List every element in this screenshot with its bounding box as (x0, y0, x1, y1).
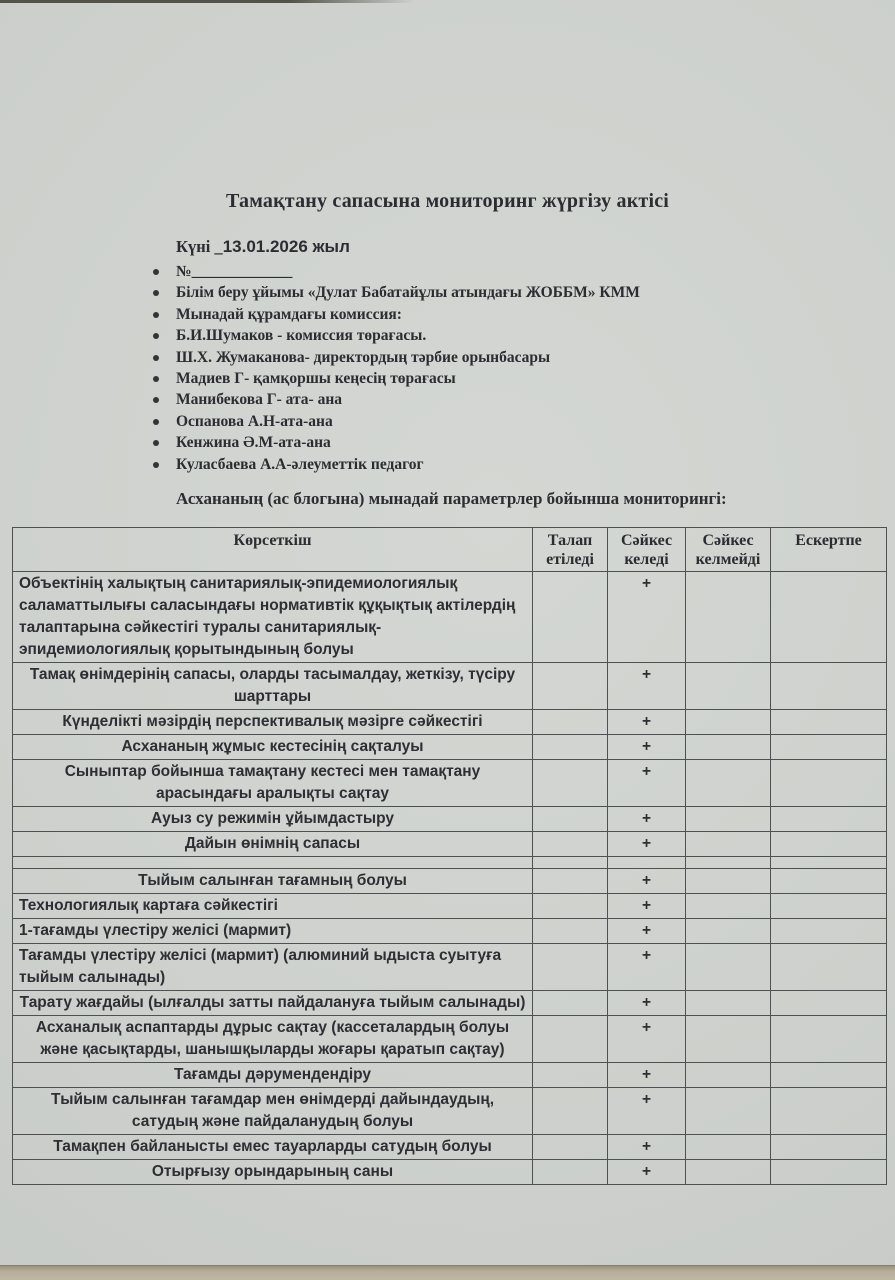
photo-top-edge-line (0, 0, 415, 3)
not-complies-cell (686, 857, 771, 869)
date-line (176, 237, 350, 257)
complies-cell: + (608, 760, 686, 807)
complies-cell: + (608, 944, 686, 991)
note-cell (771, 1088, 887, 1135)
photo-bottom-table-edge (0, 1265, 895, 1280)
not-complies-cell (686, 832, 771, 857)
required-cell (533, 944, 608, 991)
not-complies-cell (686, 919, 771, 944)
indicator-cell: Сыныптар бойынша тамақтану кестесі мен тамақтану арасындағы аралықты сақтау (13, 760, 533, 807)
indicator-cell: Тарату жағдайы (ылғалды затты пайдалануға тыйым салынады) (13, 991, 533, 1016)
note-cell (771, 663, 887, 710)
list-item: Кенжина Ә.М-ата-ана (151, 432, 831, 453)
not-complies-cell (686, 735, 771, 760)
required-cell (533, 1135, 608, 1160)
table-spacer-row (13, 857, 887, 869)
not-complies-cell (686, 1088, 771, 1135)
note-cell (771, 857, 887, 869)
required-cell (533, 857, 608, 869)
complies-cell: + (608, 1160, 686, 1185)
note-cell (771, 1135, 887, 1160)
date-label: Күні _ (176, 237, 223, 256)
complies-cell: + (608, 919, 686, 944)
not-complies-cell (686, 1063, 771, 1088)
complies-cell: + (608, 735, 686, 760)
indicator-cell: Объектінің халықтың санитариялық-эпидемиологиялық саламаттылығы саласындағы нормативтік құқықтық актілердің талаптарына сәйкестігі туралы санитариялық-эпидемиологиялық қорытындының болуы (13, 572, 533, 663)
table-row (13, 1088, 887, 1135)
table-row (13, 760, 887, 807)
complies-cell: + (608, 1016, 686, 1063)
note-cell (771, 760, 887, 807)
table-row (13, 735, 887, 760)
required-cell (533, 760, 608, 807)
indicator-cell (13, 857, 533, 869)
table-row (13, 869, 887, 894)
note-cell (771, 710, 887, 735)
note-cell (771, 894, 887, 919)
not-complies-cell (686, 991, 771, 1016)
page-title: Тамақтану сапасына мониторинг жүргізу актісі (225, 190, 670, 212)
required-cell (533, 919, 608, 944)
complies-cell: + (608, 710, 686, 735)
table-section-subtitle: Асхананың (ас блогына) мынадай параметрлер бойынша мониторингі: (176, 489, 727, 508)
note-cell (771, 572, 887, 663)
list-item: Мынадай құрамдағы комиссия: (151, 304, 831, 325)
table-row (13, 944, 887, 991)
table-row (13, 1135, 887, 1160)
note-cell (771, 1016, 887, 1063)
not-complies-cell (686, 807, 771, 832)
list-item: Білім беру ұйымы «Дулат Бабатайұлы атындағы ЖОББМ» КММ (151, 282, 831, 303)
indicator-cell: Тыйым салынған тағамның болуы (13, 869, 533, 894)
indicator-cell: Күнделікті мәзірдің перспективалық мәзірге сәйкестігі (13, 710, 533, 735)
required-cell (533, 991, 608, 1016)
complies-cell: + (608, 991, 686, 1016)
note-cell (771, 991, 887, 1016)
table-row (13, 1063, 887, 1088)
not-complies-cell (686, 572, 771, 663)
monitoring-table (12, 527, 887, 1185)
required-cell (533, 1016, 608, 1063)
note-cell (771, 807, 887, 832)
table-row (13, 919, 887, 944)
complies-cell: + (608, 1088, 686, 1135)
not-complies-cell (686, 894, 771, 919)
required-cell (533, 1088, 608, 1135)
monitoring-table-body (13, 572, 887, 1185)
table-row (13, 572, 887, 663)
not-complies-cell (686, 1135, 771, 1160)
table-row (13, 991, 887, 1016)
header-required: Талап етіледі (533, 528, 608, 572)
table-row (13, 807, 887, 832)
table-row (13, 710, 887, 735)
required-cell (533, 807, 608, 832)
list-item: Оспанова А.Н-ата-ана (151, 411, 831, 432)
complies-cell (608, 857, 686, 869)
complies-cell: + (608, 1063, 686, 1088)
table-row (13, 832, 887, 857)
complies-cell: + (608, 832, 686, 857)
required-cell (533, 869, 608, 894)
not-complies-cell (686, 869, 771, 894)
table-row (13, 1160, 887, 1185)
indicator-cell: Ауыз су режимін ұйымдастыру (13, 807, 533, 832)
required-cell (533, 894, 608, 919)
indicator-cell: Тағамды үлестіру желісі (мармит) (алюминий ыдыста суытуға тыйым салынады) (13, 944, 533, 991)
table-row (13, 663, 887, 710)
not-complies-cell (686, 710, 771, 735)
complies-cell: + (608, 807, 686, 832)
note-cell (771, 735, 887, 760)
date-suffix: жыл (307, 237, 350, 256)
complies-cell: + (608, 572, 686, 663)
list-item: Ш.Х. Жумаканова- директордың тәрбие орынбасары (151, 347, 831, 368)
required-cell (533, 663, 608, 710)
complies-cell: + (608, 869, 686, 894)
complies-cell: + (608, 894, 686, 919)
indicator-cell: Тамақ өнімдерінің сапасы, оларды тасымалдау, жеткізу, түсіру шарттары (13, 663, 533, 710)
header-note: Ескертпе (771, 528, 887, 572)
indicator-cell: Тамақпен байланысты емес тауарларды сатудың болуы (13, 1135, 533, 1160)
indicator-cell: Асхананың жұмыс кестесінің сақталуы (13, 735, 533, 760)
list-item: Куласбаева А.А-әлеуметтік педагог (151, 454, 831, 475)
note-cell (771, 832, 887, 857)
note-cell (771, 1063, 887, 1088)
note-cell (771, 944, 887, 991)
list-item: Манибекова Г- ата- ана (151, 389, 831, 410)
list-item: №_____________ (151, 261, 831, 282)
commission-bullet-list (151, 261, 831, 475)
header-complies: Сәйкес келеді (608, 528, 686, 572)
table-header-row (13, 528, 887, 572)
table-row (13, 1016, 887, 1063)
complies-cell: + (608, 663, 686, 710)
note-cell (771, 919, 887, 944)
note-cell (771, 1160, 887, 1185)
table-row (13, 894, 887, 919)
header-not-complies: Сәйкес келмейді (686, 528, 771, 572)
required-cell (533, 710, 608, 735)
indicator-cell: Технологиялық картаға сәйкестігі (13, 894, 533, 919)
required-cell (533, 1160, 608, 1185)
indicator-cell: Дайын өнімнің сапасы (13, 832, 533, 857)
not-complies-cell (686, 1160, 771, 1185)
not-complies-cell (686, 944, 771, 991)
required-cell (533, 832, 608, 857)
indicator-cell: Асханалық аспаптарды дұрыс сақтау (кассеталардың болуы және қасықтарды, шанышқыларды жоғары қаратып сақтау) (13, 1016, 533, 1063)
header-indicator: Көрсеткіш (13, 528, 533, 572)
not-complies-cell (686, 663, 771, 710)
not-complies-cell (686, 760, 771, 807)
required-cell (533, 1063, 608, 1088)
note-cell (771, 869, 887, 894)
date-value: 13.01.2026 (222, 237, 308, 256)
indicator-cell: 1-тағамды үлестіру желісі (мармит) (13, 919, 533, 944)
complies-cell: + (608, 1135, 686, 1160)
not-complies-cell (686, 1016, 771, 1063)
required-cell (533, 735, 608, 760)
list-item: Мадиев Г- қамқоршы кеңесің төрағасы (151, 368, 831, 389)
indicator-cell: Отырғызу орындарының саны (13, 1160, 533, 1185)
required-cell (533, 572, 608, 663)
list-item: Б.И.Шумаков - комиссия төрағасы. (151, 325, 831, 346)
indicator-cell: Тағамды дәрумендендіру (13, 1063, 533, 1088)
indicator-cell: Тыйым салынған тағамдар мен өнімдерді дайындаудың, сатудың және пайдаланудың болуы (13, 1088, 533, 1135)
